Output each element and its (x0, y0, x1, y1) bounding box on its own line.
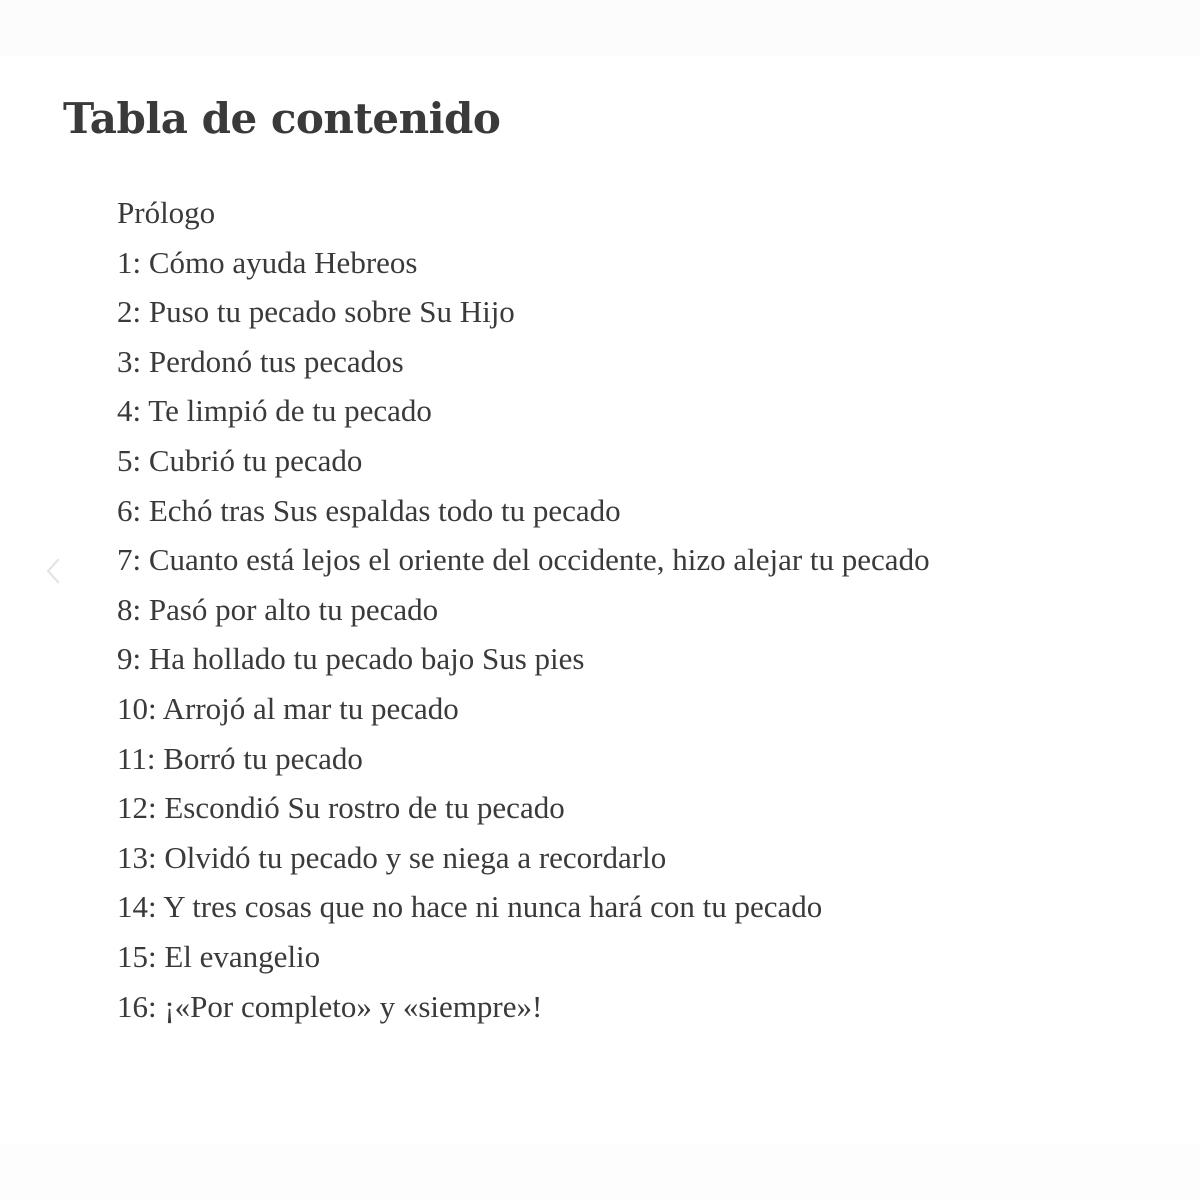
toc-item-chapter-5[interactable]: 5: Cubrió tu pecado (117, 442, 363, 478)
toc-item-chapter-6[interactable]: 6: Echó tras Sus espaldas todo tu pecado (117, 492, 621, 528)
page-title: Tabla de contenido (63, 94, 501, 143)
previous-page-button[interactable] (40, 556, 66, 586)
table-of-contents (117, 188, 930, 1031)
toc-item-chapter-8[interactable]: 8: Pasó por alto tu pecado (117, 591, 439, 627)
toc-item-chapter-13[interactable]: 13: Olvidó tu pecado y se niega a recordarlo (117, 839, 667, 875)
bottom-margin (0, 1143, 1200, 1200)
toc-item-chapter-16[interactable]: 16: ¡«Por completo» y «siempre»! (117, 988, 543, 1024)
toc-item-chapter-2[interactable]: 2: Puso tu pecado sobre Su Hijo (117, 294, 515, 330)
toc-item-chapter-4[interactable]: 4: Te limpió de tu pecado (117, 393, 432, 429)
toc-item-prologue[interactable]: Prólogo (117, 195, 216, 230)
toc-item-chapter-15[interactable]: 15: El evangelio (117, 938, 321, 974)
toc-item-chapter-10[interactable]: 10: Arrojó al mar tu pecado (117, 690, 459, 726)
toc-item-chapter-1[interactable]: 1: Cómo ayuda Hebreos (117, 244, 418, 280)
toc-item-chapter-14[interactable]: 14: Y tres cosas que no hace ni nunca hará con tu pecado (117, 889, 823, 925)
top-margin (0, 0, 1200, 56)
toc-item-chapter-7[interactable]: 7: Cuanto está lejos el oriente del occidente, hizo alejar tu pecado (117, 542, 930, 578)
chevron-left-icon (40, 556, 66, 586)
toc-item-chapter-3[interactable]: 3: Perdonó tus pecados (117, 343, 404, 379)
toc-item-chapter-9[interactable]: 9: Ha hollado tu pecado bajo Sus pies (117, 641, 585, 677)
toc-item-chapter-12[interactable]: 12: Escondió Su rostro de tu pecado (117, 790, 565, 826)
toc-item-chapter-11[interactable]: 11: Borró tu pecado (117, 740, 363, 776)
